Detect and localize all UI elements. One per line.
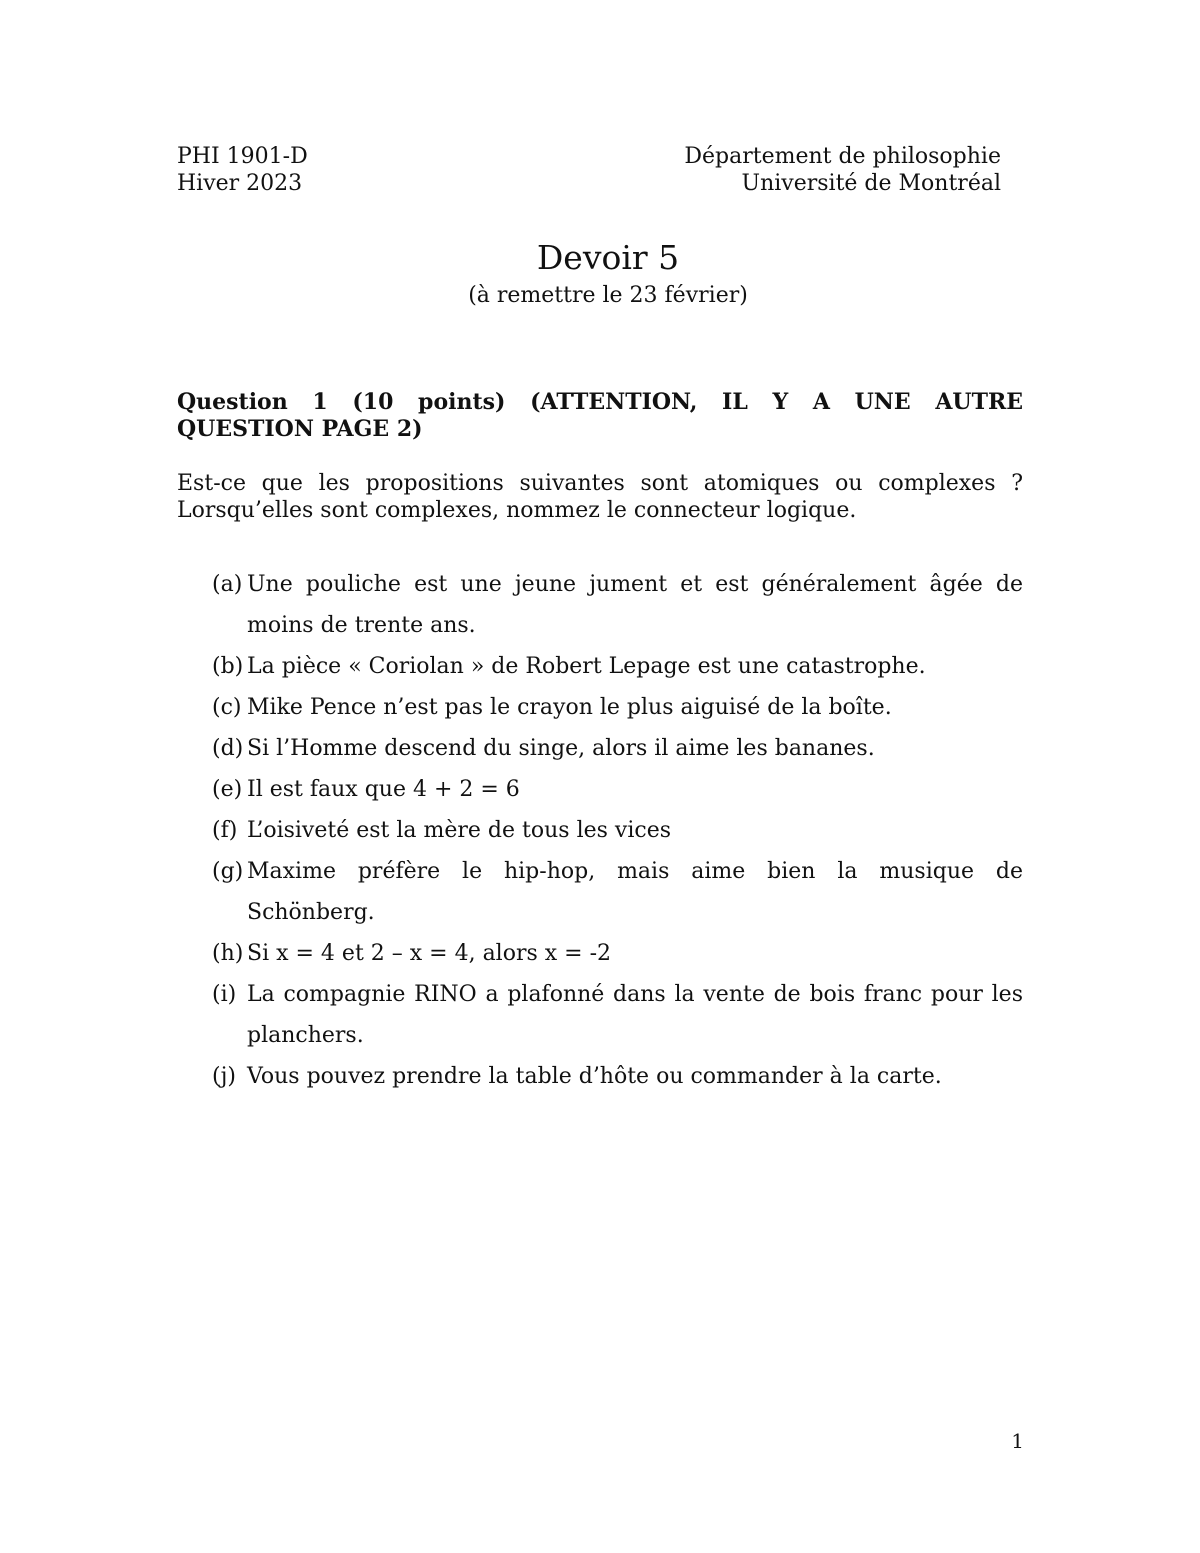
item-text: Vous pouvez prendre la table d’hôte ou commander à la carte. xyxy=(247,1064,942,1089)
list-item xyxy=(177,564,1023,646)
university: Université de Montréal xyxy=(741,171,1001,196)
question-instructions xyxy=(177,470,1023,524)
list-item xyxy=(177,851,1023,933)
item-marker: (c) xyxy=(212,695,242,720)
item-marker: (j) xyxy=(212,1064,236,1089)
page-number: 1 xyxy=(1011,1429,1024,1453)
instructions-line2: Lorsqu’elles sont complexes, nommez le connecteur logique. xyxy=(177,498,857,523)
item-text: Il est faux que 4 + 2 = 6 xyxy=(247,777,520,802)
item-text: Si x = 4 et 2 – x = 4, alors x = -2 xyxy=(247,941,612,966)
item-text: Maxime préfère le hip-hop, mais aime bien la musique de Schönberg. xyxy=(247,859,1023,925)
item-marker: (h) xyxy=(212,941,244,966)
item-marker: (d) xyxy=(212,736,244,761)
list-item xyxy=(177,728,1023,769)
list-item xyxy=(177,646,1023,687)
item-marker: (g) xyxy=(212,859,244,884)
header-right xyxy=(684,143,1001,197)
item-text: La compagnie RINO a plafonné dans la vente de bois franc pour les planchers. xyxy=(247,982,1023,1048)
list-item xyxy=(177,974,1023,1056)
list-item xyxy=(177,687,1023,728)
department: Département de philosophie xyxy=(684,144,1001,169)
question-section xyxy=(177,389,1023,1097)
item-text: Une pouliche est une jeune jument et est généralement âgée de moins de trente ans. xyxy=(247,572,1023,638)
list-item xyxy=(177,1056,1023,1097)
item-marker: (f) xyxy=(212,818,238,843)
question-heading-line2: QUESTION PAGE 2) xyxy=(177,416,423,442)
course-code: PHI 1901-D xyxy=(177,144,308,169)
list-item xyxy=(177,769,1023,810)
header-left xyxy=(177,143,308,197)
instructions-line1: Est-ce que les propositions suivantes sont atomiques ou complexes ? xyxy=(177,471,1023,496)
item-marker: (e) xyxy=(212,777,243,802)
question-heading xyxy=(177,389,1023,443)
title-block xyxy=(0,238,1200,310)
term: Hiver 2023 xyxy=(177,171,303,196)
question-heading-line1: Question 1 (10 points) (ATTENTION, IL Y A UNE AUTRE xyxy=(177,389,1023,415)
document-subtitle: (à remettre le 23 février) xyxy=(468,283,748,308)
item-marker: (i) xyxy=(212,982,237,1007)
item-marker: (b) xyxy=(212,654,244,679)
item-marker: (a) xyxy=(212,572,243,597)
proposition-list xyxy=(177,564,1023,1097)
list-item xyxy=(177,933,1023,974)
item-text: Mike Pence n’est pas le crayon le plus aiguisé de la boîte. xyxy=(247,695,892,720)
item-text: L’oisiveté est la mère de tous les vices xyxy=(247,818,672,843)
item-text: La pièce « Coriolan » de Robert Lepage est une catastrophe. xyxy=(247,654,926,679)
item-text: Si l’Homme descend du singe, alors il aime les bananes. xyxy=(247,736,875,761)
list-item xyxy=(177,810,1023,851)
document-title: Devoir 5 xyxy=(536,238,680,277)
